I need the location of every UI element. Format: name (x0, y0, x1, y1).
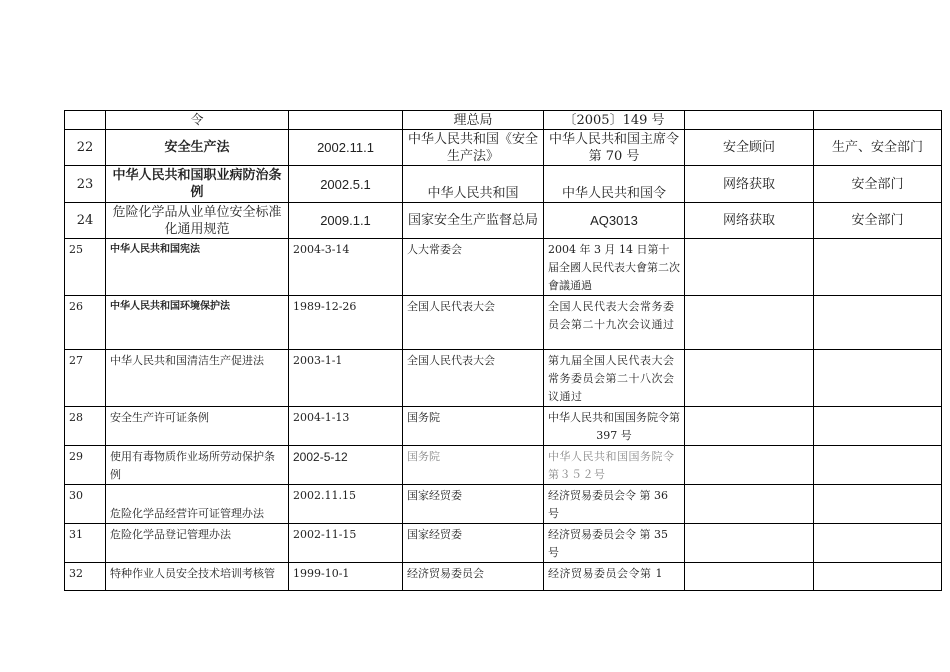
table-row (65, 350, 942, 407)
issuing-authority: 国家经贸委 (403, 524, 544, 563)
source (685, 350, 814, 407)
issuing-authority: 人大常委会 (403, 239, 544, 296)
regulation-name: 中华人民共和国清洁生产促进法 (106, 350, 289, 407)
table-row (65, 239, 942, 296)
row-number: 23 (65, 166, 106, 203)
table-row (65, 407, 942, 446)
table-row (65, 203, 942, 239)
document-number: AQ3013 (544, 203, 685, 239)
regulation-name: 中华人民共和国职业病防治条例 (106, 166, 289, 203)
row-number: 27 (65, 350, 106, 407)
document-number: 全国人民代表大会常务委员会第二十九次会议通过 (544, 296, 685, 350)
row-number: 30 (65, 485, 106, 524)
issuing-authority: 全国人民代表大会 (403, 296, 544, 350)
responsible-dept (814, 350, 942, 407)
issuing-authority: 中华人民共和国 (403, 166, 544, 203)
regulation-name: 使用有毒物质作业场所劳动保护条例 (106, 446, 289, 485)
source (685, 407, 814, 446)
responsible-dept (814, 446, 942, 485)
document-number: 〔2005〕149 号 (544, 111, 685, 130)
document-number: 经济贸易委员会令第 1 (544, 563, 685, 591)
document-number: 经济贸易委员会令 第 36 号 (544, 485, 685, 524)
effective-date: 1989-12-26 (289, 296, 403, 350)
row-number: 29 (65, 446, 106, 485)
document-number: 中华人民共和国国务院令 第３５２号 (544, 446, 685, 485)
row-number (65, 111, 106, 130)
effective-date: 2002-11-15 (289, 524, 403, 563)
table-row (65, 446, 942, 485)
source (685, 563, 814, 591)
source (685, 296, 814, 350)
source: 安全顾问 (685, 130, 814, 166)
responsible-dept: 生产、安全部门 (814, 130, 942, 166)
issuing-authority: 经济贸易委员会 (403, 563, 544, 591)
row-number: 25 (65, 239, 106, 296)
responsible-dept (814, 407, 942, 446)
responsible-dept (814, 563, 942, 591)
effective-date: 2002.11.1 (289, 130, 403, 166)
row-number: 32 (65, 563, 106, 591)
effective-date (289, 111, 403, 130)
issuing-authority: 国家经贸委 (403, 485, 544, 524)
regulation-name: 危险化学品登记管理办法 (106, 524, 289, 563)
source (685, 111, 814, 130)
issuing-authority: 中华人民共和国《安全生产法》 (403, 130, 544, 166)
document-number: 中华人民共和国国务院令第 397 号 (544, 407, 685, 446)
responsible-dept (814, 524, 942, 563)
effective-date: 2004-1-13 (289, 407, 403, 446)
regulation-name: 危险化学品经营许可证管理办法 (106, 485, 289, 524)
source (685, 239, 814, 296)
issuing-authority: 国家安全生产监督总局 (403, 203, 544, 239)
table-row (65, 485, 942, 524)
issuing-authority: 理总局 (403, 111, 544, 130)
issuing-authority: 全国人民代表大会 (403, 350, 544, 407)
regulations-table (64, 110, 942, 591)
effective-date: 2002.11.15 (289, 485, 403, 524)
document-number: 第九届全国人民代表大会常务委员会第二十八次会议通过 (544, 350, 685, 407)
effective-date: 2002.5.1 (289, 166, 403, 203)
regulation-name: 中华人民共和国宪法 (106, 239, 289, 296)
responsible-dept (814, 239, 942, 296)
document-number: 中华人民共和国令 (544, 166, 685, 203)
table-row (65, 166, 942, 203)
effective-date: 1999-10-1 (289, 563, 403, 591)
effective-date: 2009.1.1 (289, 203, 403, 239)
row-number: 22 (65, 130, 106, 166)
row-number: 28 (65, 407, 106, 446)
regulation-name: 危险化学品从业单位安全标准化通用规范 (106, 203, 289, 239)
table-row (65, 563, 942, 591)
responsible-dept (814, 111, 942, 130)
responsible-dept (814, 296, 942, 350)
table-row (65, 296, 942, 350)
row-number: 31 (65, 524, 106, 563)
responsible-dept (814, 485, 942, 524)
effective-date: 2002-5-12 (289, 446, 403, 485)
effective-date: 2004-3-14 (289, 239, 403, 296)
row-number: 24 (65, 203, 106, 239)
issuing-authority: 国务院 (403, 446, 544, 485)
table-row (65, 130, 942, 166)
source: 网络获取 (685, 203, 814, 239)
row-number: 26 (65, 296, 106, 350)
regulation-name: 安全生产法 (106, 130, 289, 166)
table-row (65, 111, 942, 130)
document-number: 中华人民共和国主席令第 70 号 (544, 130, 685, 166)
document-number: 经济贸易委员会令 第 35 号 (544, 524, 685, 563)
regulation-name: 安全生产许可证条例 (106, 407, 289, 446)
source (685, 446, 814, 485)
source (685, 485, 814, 524)
regulation-name: 中华人民共和国环境保护法 (106, 296, 289, 350)
regulation-name: 特种作业人员安全技术培训考核管 (106, 563, 289, 591)
effective-date: 2003-1-1 (289, 350, 403, 407)
table-row (65, 524, 942, 563)
responsible-dept: 安全部门 (814, 203, 942, 239)
document-number: 2004 年 3 月 14 日第十届全國人民代表大會第二次會議通過 (544, 239, 685, 296)
issuing-authority: 国务院 (403, 407, 544, 446)
regulation-name: 令 (106, 111, 289, 130)
source (685, 524, 814, 563)
source: 网络获取 (685, 166, 814, 203)
responsible-dept: 安全部门 (814, 166, 942, 203)
